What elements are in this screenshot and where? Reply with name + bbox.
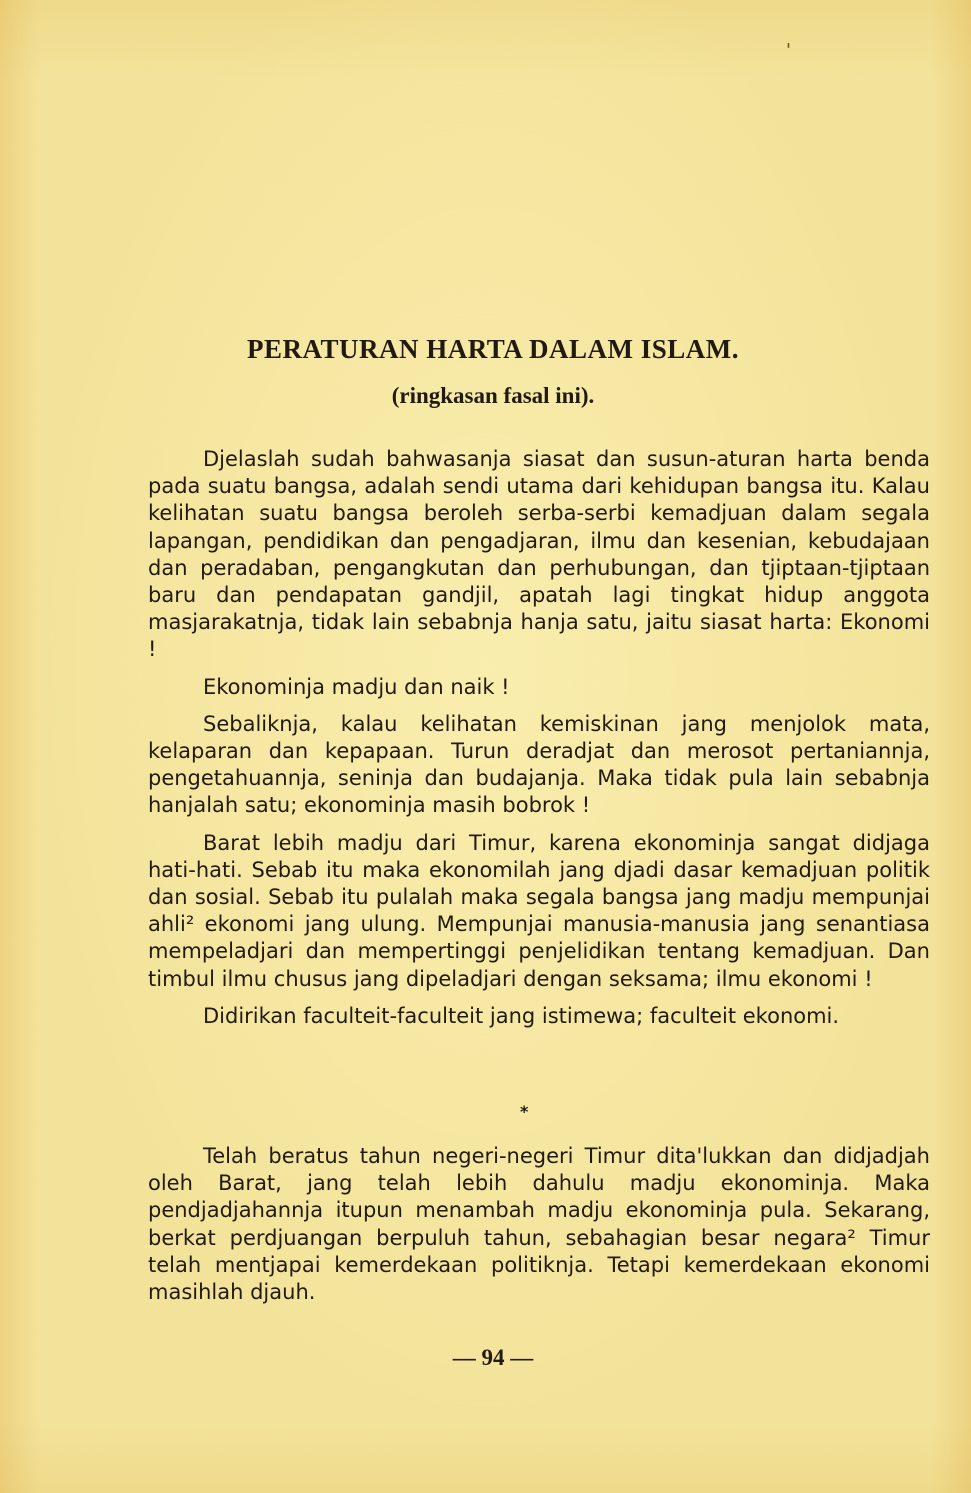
section-separator: * <box>520 1102 529 1121</box>
body-text-block-2 <box>148 1143 930 1306</box>
paragraph: Sebaliknja, kalau kelihatan kemiskinan jang menjolok mata, kelaparan dan kepapaan. Turun deradjat dan merosot pertaniannja, pengetahuannja, seninja dan budajanja. Maka tidak pula lain sebabnja hanjalah satu; ekonominja masih bobrok ! <box>148 711 930 818</box>
chapter-subtitle: (ringkasan fasal ini). <box>391 383 595 408</box>
paragraph: Djelaslah sudah bahwasanja siasat dan susun-aturan harta benda pada suatu bangsa, adalah sendi utama dari kehidupan bangsa itu. Kalau kelihatan suatu bangsa beroleh serba-serbi kemadjuan dalam segala lapangan, pendidikan dan pengadjaran, ilmu dan kesenian, kebudajaan dan peradaban, pengangkutan dan perhubungan, dan tjiptaan-tjiptaan baru dan pendapatan gandjil, apatah lagi tingkat hidup anggota masjarakatnja, tidak lain sebabnja hanja satu, jaitu siasat harta: Ekonomi ! <box>148 447 930 662</box>
paragraph: Didirikan faculteit-faculteit jang istimewa; faculteit ekonomi. <box>203 1003 840 1028</box>
paragraph: Telah beratus tahun negeri-negeri Timur dita'lukkan dan didjadjah oleh Barat, jang telah lebih dahulu madju ekonominja. Maka pendjadjahannja itupun menambah madju ekonominja pula. Sekarang, berkat perdjuangan berpuluh tahun, sebahagian besar negara² Timur telah mentjapai kemerdekaan politiknja. Tetapi kemerdekaan ekonomi masihlah djauh. <box>148 1144 930 1305</box>
body-text-block-1 <box>148 446 930 1030</box>
paragraph: Barat lebih madju dari Timur, karena ekonominja sangat didjaga hati-hati. Sebab itu maka ekonomilah jang djadi dasar kemadjuan politik dan sosial. Sebab itu pulalah maka segala bangsa jang madju mempunjai ahli² ekonomi jang ulung. Mempunjai manusia-manusia jang senantiasa mempeladjari dan mempertinggi penjelidikan tentang kemadjuan. Dan timbul ilmu chusus jang dipeladjari dengan seksama; ilmu ekonomi ! <box>148 830 930 991</box>
page-number: — 94 — <box>452 1345 534 1370</box>
chapter-title: PERATURAN HARTA DALAM ISLAM. <box>246 334 740 364</box>
paper-speck: ' <box>786 40 791 61</box>
paragraph: Ekonominja madju dan naik ! <box>203 674 510 699</box>
